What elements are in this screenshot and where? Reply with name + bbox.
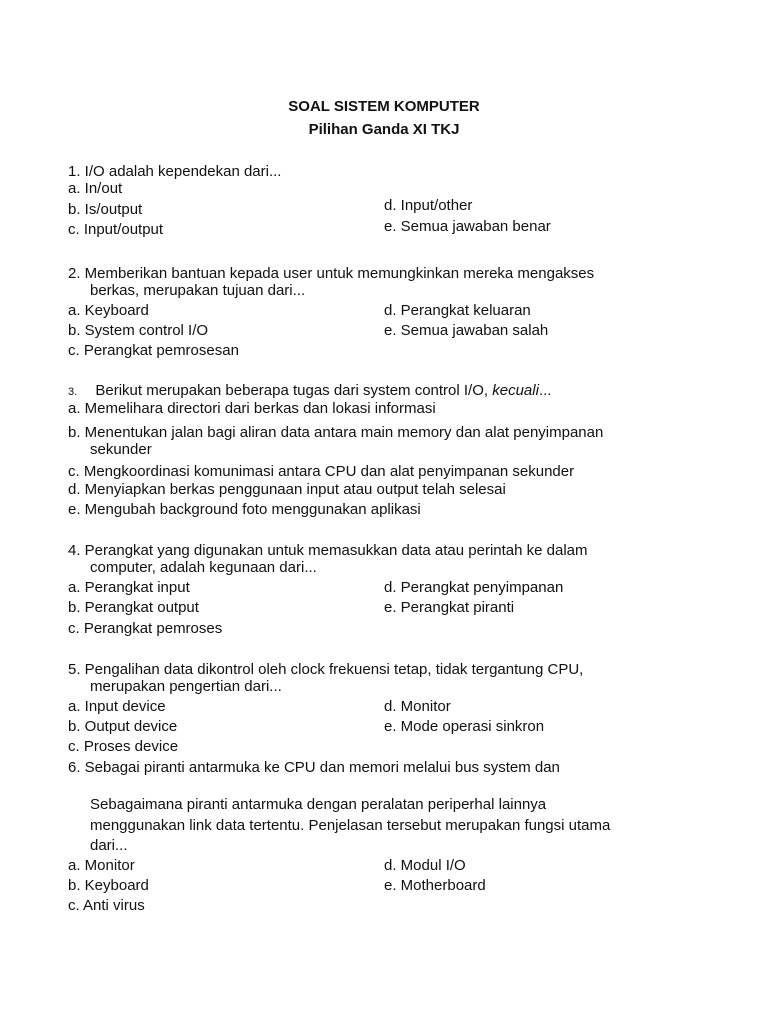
q3-option-e: e. Mengubah background foto menggunakan aplikasi <box>68 501 421 518</box>
q2-question-line2: berkas, merupakan tujuan dari... <box>90 282 306 299</box>
q1-option-a: a. In/out <box>68 180 123 197</box>
q3-option-b-line1: b. Menentukan jalan bagi aliran data antara main memory dan alat penyimpanan <box>68 424 604 441</box>
q2-option-b: b. System control I/O <box>68 322 209 339</box>
q5-question-line2: merupakan pengertian dari... <box>90 678 282 695</box>
q6-option-b: b. Keyboard <box>68 877 149 894</box>
q3-number: 3. <box>68 386 78 398</box>
q2-option-a: a. Keyboard <box>68 302 149 319</box>
q4-option-b: b. Perangkat output <box>68 599 199 616</box>
q2-question-line1: 2. Memberikan bantuan kepada user untuk memungkinkan mereka mengakses <box>68 265 595 282</box>
q1-option-d: d. Input/other <box>384 197 473 214</box>
q5-question-line1: 5. Pengalihan data dikontrol oleh clock frekuensi tetap, tidak tergantung CPU, <box>68 661 584 678</box>
q1-option-c: c. Input/output <box>68 221 164 238</box>
q6-question-line1: 6. Sebagai piranti antarmuka ke CPU dan memori melalui bus system dan <box>68 759 560 776</box>
q6-option-e: e. Motherboard <box>384 877 486 894</box>
q5-option-b: b. Output device <box>68 718 178 735</box>
q3-option-b-line2: sekunder <box>90 441 152 458</box>
q1-question: 1. I/O adalah kependekan dari... <box>68 163 282 180</box>
q2-option-c: c. Perangkat pemrosesan <box>68 342 239 359</box>
q3-question-italic: kecuali <box>492 382 539 399</box>
q3-option-a: a. Memelihara directori dari berkas dan lokasi informasi <box>68 400 436 417</box>
q4-question-line1: 4. Perangkat yang digunakan untuk memasukkan data atau perintah ke dalam <box>68 542 588 559</box>
q6-question-line3: menggunakan link data tertentu. Penjelasan tersebut merupakan fungsi utama <box>90 817 611 834</box>
q4-question-line2: computer, adalah kegunaan dari... <box>90 559 317 576</box>
document-title: SOAL SISTEM KOMPUTER <box>288 98 480 115</box>
q5-option-a: a. Input device <box>68 698 166 715</box>
q4-option-c: c. Perangkat pemroses <box>68 620 223 637</box>
q5-option-c: c. Proses device <box>68 738 179 755</box>
q2-option-d: d. Perangkat keluaran <box>384 302 531 319</box>
q3-question-text: Berikut merupakan beberapa tugas dari system control I/O, <box>95 382 493 399</box>
q1-option-e: e. Semua jawaban benar <box>384 218 551 235</box>
q1-option-b: b. Is/output <box>68 201 143 218</box>
q6-option-d: d. Modul I/O <box>384 857 466 874</box>
q6-option-c: c. Anti virus <box>68 897 145 914</box>
q5-option-e: e. Mode operasi sinkron <box>384 718 545 735</box>
q4-option-d: d. Perangkat penyimpanan <box>384 579 564 596</box>
q3-option-d: d. Menyiapkan berkas penggunaan input atau output telah selesai <box>68 481 506 498</box>
q2-option-e: e. Semua jawaban salah <box>384 322 549 339</box>
q6-option-a: a. Monitor <box>68 857 135 874</box>
q4-option-e: e. Perangkat piranti <box>384 599 515 616</box>
q5-option-d: d. Monitor <box>384 698 451 715</box>
document-subtitle: Pilihan Ganda XI TKJ <box>308 121 460 138</box>
q3-question-end: ... <box>538 382 552 399</box>
q3-question <box>68 382 551 401</box>
q6-question-line4: dari... <box>90 837 128 854</box>
q3-option-c: c. Mengkoordinasi komunimasi antara CPU dan alat penyimpanan sekunder <box>68 463 575 480</box>
q4-option-a: a. Perangkat input <box>68 579 190 596</box>
q6-question-line2: Sebagaimana piranti antarmuka dengan peralatan periperhal lainnya <box>90 796 547 813</box>
